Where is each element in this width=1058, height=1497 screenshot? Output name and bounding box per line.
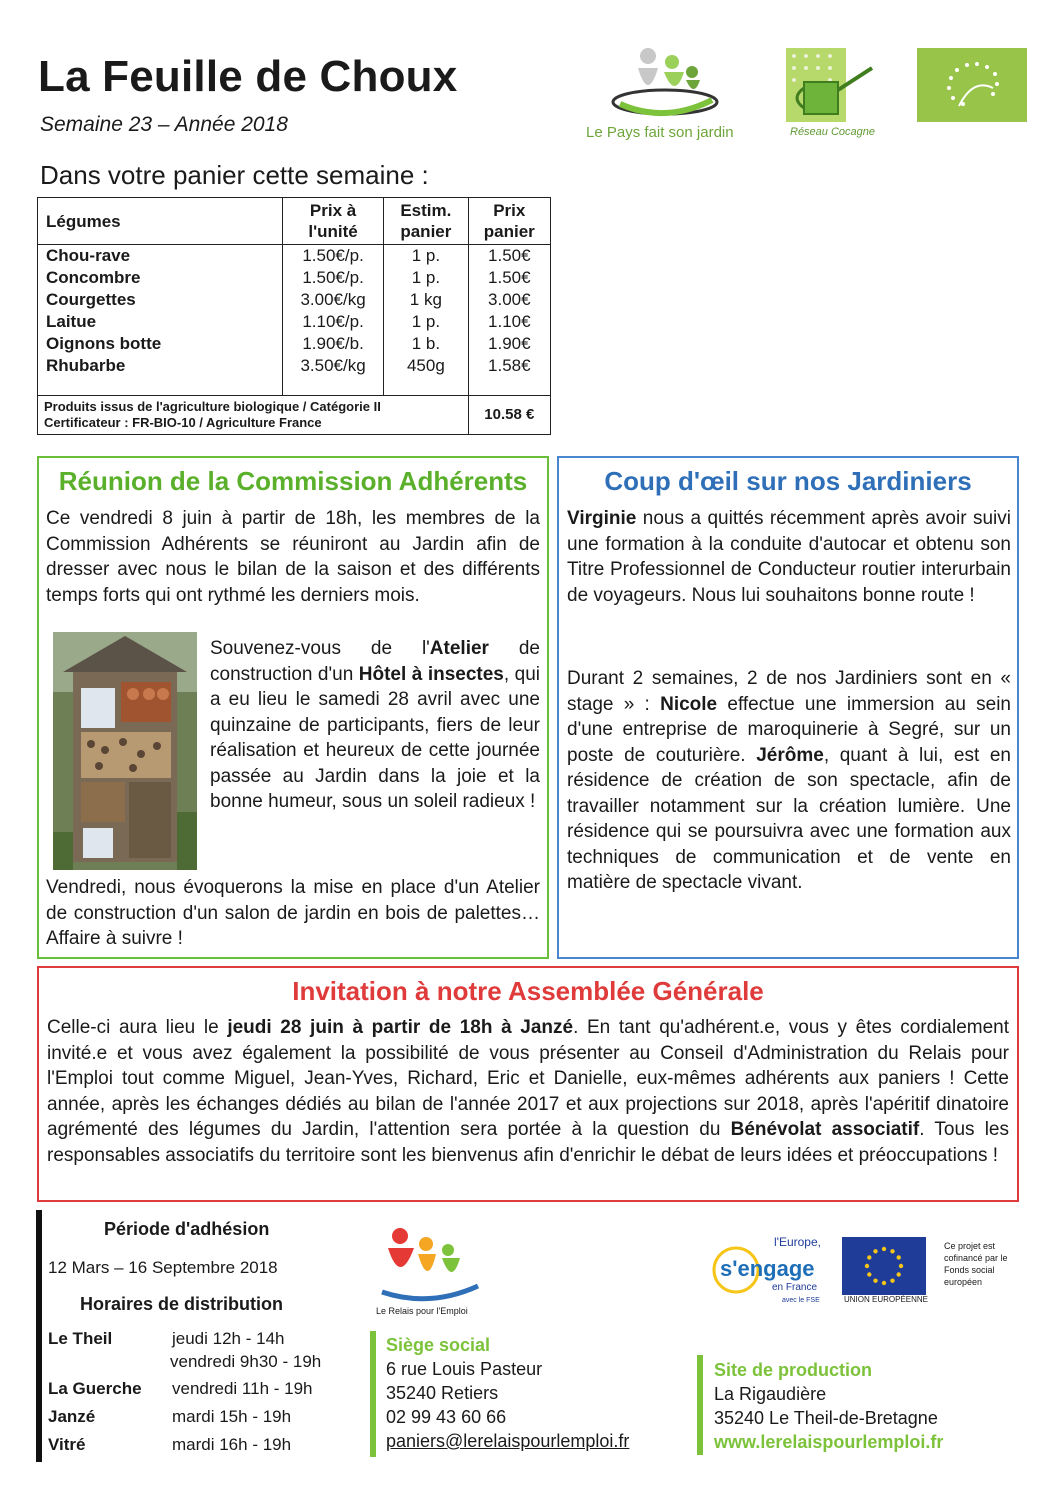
schedule-hours: mardi 16h - 19h [172, 1435, 292, 1454]
table-row [38, 333, 551, 355]
veg-price: 3.00€ [468, 289, 550, 311]
eu-union-label: UNION EUROPÉENNE [844, 1295, 929, 1304]
veg-name: Rhubarbe [38, 355, 283, 377]
veg-quantity: 1 p. [384, 267, 468, 289]
reseau-cocagne-logo [786, 48, 881, 143]
nicole-name: Nicole [660, 693, 718, 715]
siege-street: 6 rue Louis Pasteur [386, 1359, 543, 1379]
inv-e: . Tous les responsables associatifs du territoire sont les bienvenus afin d'enrichir le débat de leurs idées et préoccupations ! [47, 1119, 1009, 1166]
veg-unit-price: 1.90€/b. [283, 333, 384, 355]
veg-unit-price: 3.00€/kg [283, 289, 384, 311]
production-address [714, 1358, 943, 1454]
veg-unit-price: 1.10€/p. [283, 311, 384, 333]
certification-note [38, 396, 469, 435]
svg-text:avec le FSE: avec le FSE [782, 1297, 820, 1304]
table-row [38, 355, 551, 377]
siege-phone: 02 99 43 60 66 [386, 1407, 507, 1427]
header-legumes: Légumes [38, 198, 283, 245]
table-row [38, 289, 551, 311]
inv-date: jeudi 28 juin à partir de 18h à Janzé [227, 1017, 574, 1038]
insect-hotel-photo [53, 632, 197, 870]
header-unit-price: Prix à l'unité [283, 198, 384, 245]
siege-city: 35240 Retiers [386, 1383, 499, 1403]
svg-text:en France: en France [772, 1282, 818, 1293]
veg-price: 1.50€ [468, 245, 550, 268]
veg-quantity: 450g [384, 355, 468, 377]
siege-email-link[interactable]: paniers@lerelaispourlemploi.fr [386, 1431, 630, 1451]
siege-divider [370, 1331, 376, 1457]
siege-address [386, 1333, 629, 1453]
veg-price: 1.10€ [468, 311, 550, 333]
basket-heading: Dans votre panier cette semaine : [40, 160, 429, 190]
certification-line-1: Produits issus de l'agriculture biologique / Catégorie II [44, 399, 381, 414]
jardiniers-section [557, 456, 1019, 959]
certification-line-2: Certificateur : FR-BIO-10 / Agriculture France [44, 415, 322, 430]
jardiniers-paragraph-2 [567, 666, 1011, 896]
veg-quantity: 1 kg [384, 289, 468, 311]
header-estimate: Estim. panier [384, 198, 468, 245]
eu-stars-icon [842, 1237, 926, 1295]
inv-a: Celle-ci aura lieu le [47, 1017, 228, 1038]
veg-quantity: 1 b. [384, 333, 468, 355]
watering-can-icon [786, 48, 881, 126]
veg-name: Laitue [38, 311, 283, 333]
organic-leaf-icon [917, 48, 1027, 122]
veg-price: 1.90€ [468, 333, 550, 355]
p2-atelier: Atelier [429, 638, 489, 659]
p2-text-c: de construction d'un [210, 638, 540, 685]
schedule-divider [36, 1210, 42, 1462]
pays-jardin-figures-icon [580, 42, 750, 122]
commission-paragraph-1: Ce vendredi 8 juin à partir de 18h, les membres de la Commission Adhérents se réuniront au Jardin afin de dresser avec nous le bilan de la saison et des différents temps forts qui ont rythmé les derniers mois. [46, 508, 540, 606]
table-row [38, 267, 551, 289]
eu-organic-logo [917, 48, 1027, 122]
p1-rest: nous a quittés récemment après avoir suivi une formation à la conduite d'autocar et obtenu son Titre Professionnel de Conducteur routier interurbain de voyageurs. Nous lui souhaitons bonne route ! [567, 508, 1011, 606]
veg-name: Chou-rave [38, 245, 283, 268]
production-city: 35240 Le Theil-de-Bretagne [714, 1408, 938, 1428]
table-header-row [38, 198, 551, 245]
basket-table [37, 197, 551, 435]
veg-unit-price: 1.50€/p. [283, 267, 384, 289]
p2-a: Durant 2 semaines, 2 de nos Jardiniers sont en « stage » : [567, 668, 1011, 715]
europe-engage-logo [706, 1234, 824, 1306]
europe-engage-icon [706, 1234, 824, 1306]
p2-hotel-insectes: Hôtel à insectes [358, 663, 504, 685]
schedule-hours: jeudi 12h - 14h [172, 1329, 285, 1348]
newsletter-title: La Feuille de Choux [38, 52, 458, 101]
veg-name: Courgettes [38, 289, 283, 311]
issue-subtitle: Semaine 23 – Année 2018 [40, 113, 288, 136]
jardiniers-paragraph-1 [567, 506, 1011, 608]
invitation-title: Invitation à notre Assemblée Générale [292, 976, 764, 1006]
schedule-place: Janzé [48, 1407, 96, 1426]
invitation-paragraph [47, 1015, 1009, 1168]
header-basket-price: Prix panier [468, 198, 550, 245]
schedule-place: Le Theil [48, 1329, 113, 1348]
veg-unit-price: 1.50€/p. [283, 245, 384, 268]
eu-cofinance-note: Ce projet est cofinancé par le Fonds social européen [944, 1241, 1008, 1287]
website-link[interactable]: www.lerelaispourlemploi.fr [714, 1432, 944, 1452]
svg-text:s'engage: s'engage [720, 1256, 815, 1281]
production-divider [697, 1355, 703, 1455]
p2-e: , quant à lui, est en résidence de création de son spectacle, afin de travailler notamment sur la création lumière. Une résidence qui se poursuivra avec une formation aux techniques de communication et de vente en matière de spectacle vivant. [567, 744, 1011, 893]
veg-name: Oignons botte [38, 333, 283, 355]
distribution-title: Horaires de distribution [80, 1294, 284, 1314]
schedule-hours: vendredi 11h - 19h [172, 1379, 313, 1398]
relais-emploi-logo [374, 1222, 486, 1318]
table-spacer-row [38, 377, 551, 396]
siege-title: Siège social [386, 1335, 491, 1355]
production-place: La Rigaudière [714, 1384, 827, 1404]
table-row [38, 245, 551, 268]
adhesion-title: Période d'adhésion [104, 1219, 270, 1239]
basket-total: 10.58 € [468, 396, 550, 435]
invitation-section [37, 966, 1019, 1202]
veg-price: 1.50€ [468, 267, 550, 289]
veg-price: 1.58€ [468, 355, 550, 377]
schedule-hours: mardi 15h - 19h [172, 1407, 292, 1426]
virginie-name: Virginie [567, 508, 637, 529]
p2-text-e: , qui a eu lieu le samedi 28 avril avec une quinzaine de participants, fiers de leur réalisation et heureux de cette journée passée au Jardin dans la joie et la bonne humeur, sous un soleil radieux ! [210, 663, 541, 812]
inv-benevolat: Bénévolat associatif [730, 1119, 920, 1140]
insect-hotel-image [53, 632, 197, 870]
pays-jardin-caption: Le Pays fait son jardin [586, 124, 734, 141]
relais-figures-icon [374, 1222, 486, 1306]
jardiniers-title: Coup d'œil sur nos Jardiniers [604, 466, 972, 496]
svg-text:l'Europe,: l'Europe, [774, 1235, 821, 1249]
relais-caption: Le Relais pour l'Emploi [376, 1306, 468, 1316]
p2-c: effectue une immersion au sein d'une entreprise de maroquinerie à Segré, sur un poste de couturière. [567, 693, 1012, 766]
commission-paragraph-2 [210, 636, 540, 815]
schedule-place: Vitré [48, 1435, 86, 1454]
commission-title: Réunion de la Commission Adhérents [58, 466, 528, 496]
veg-unit-price: 3.50€/kg [283, 355, 384, 377]
commission-paragraph-3: Vendredi, nous évoquerons la mise en place d'un Atelier de construction d'un salon de jardin en bois de palettes… Affaire à suivre ! [46, 877, 540, 949]
eu-flag [842, 1237, 926, 1295]
adhesion-dates: 12 Mars – 16 Septembre 2018 [48, 1258, 278, 1277]
schedule-place: La Guerche [48, 1379, 142, 1398]
inv-c: . En tant qu'adhérent.e, vous y êtes cordialement invité.e et vous avez également la possibilité de vous présenter au Conseil d'Administration du Relais pour l'Emploi tout comme Miguel, Jean-Yves, Richard, Eric et Danielle, eux-mêmes adhérents aux paniers ! Cette année, après les échanges dédiés au bilan de l'année 2017 et aux projections sur 2018, après l'apéritif dinatoire agrémenté des légumes du Jardin, l'attention sera portée à la question du [47, 1017, 1009, 1140]
veg-quantity: 1 p. [384, 311, 468, 333]
commission-section [37, 456, 549, 959]
table-footer-row [38, 396, 551, 435]
p2-text-a: Souvenez-vous de l' [210, 638, 430, 659]
jerome-name: Jérôme [756, 744, 824, 766]
reseau-cocagne-caption: Réseau Cocagne [790, 126, 876, 138]
table-row [38, 311, 551, 333]
veg-name: Concombre [38, 267, 283, 289]
veg-quantity: 1 p. [384, 245, 468, 268]
production-title: Site de production [714, 1360, 873, 1380]
schedule-hours: vendredi 9h30 - 19h [170, 1352, 322, 1371]
pays-jardin-logo [580, 42, 750, 147]
